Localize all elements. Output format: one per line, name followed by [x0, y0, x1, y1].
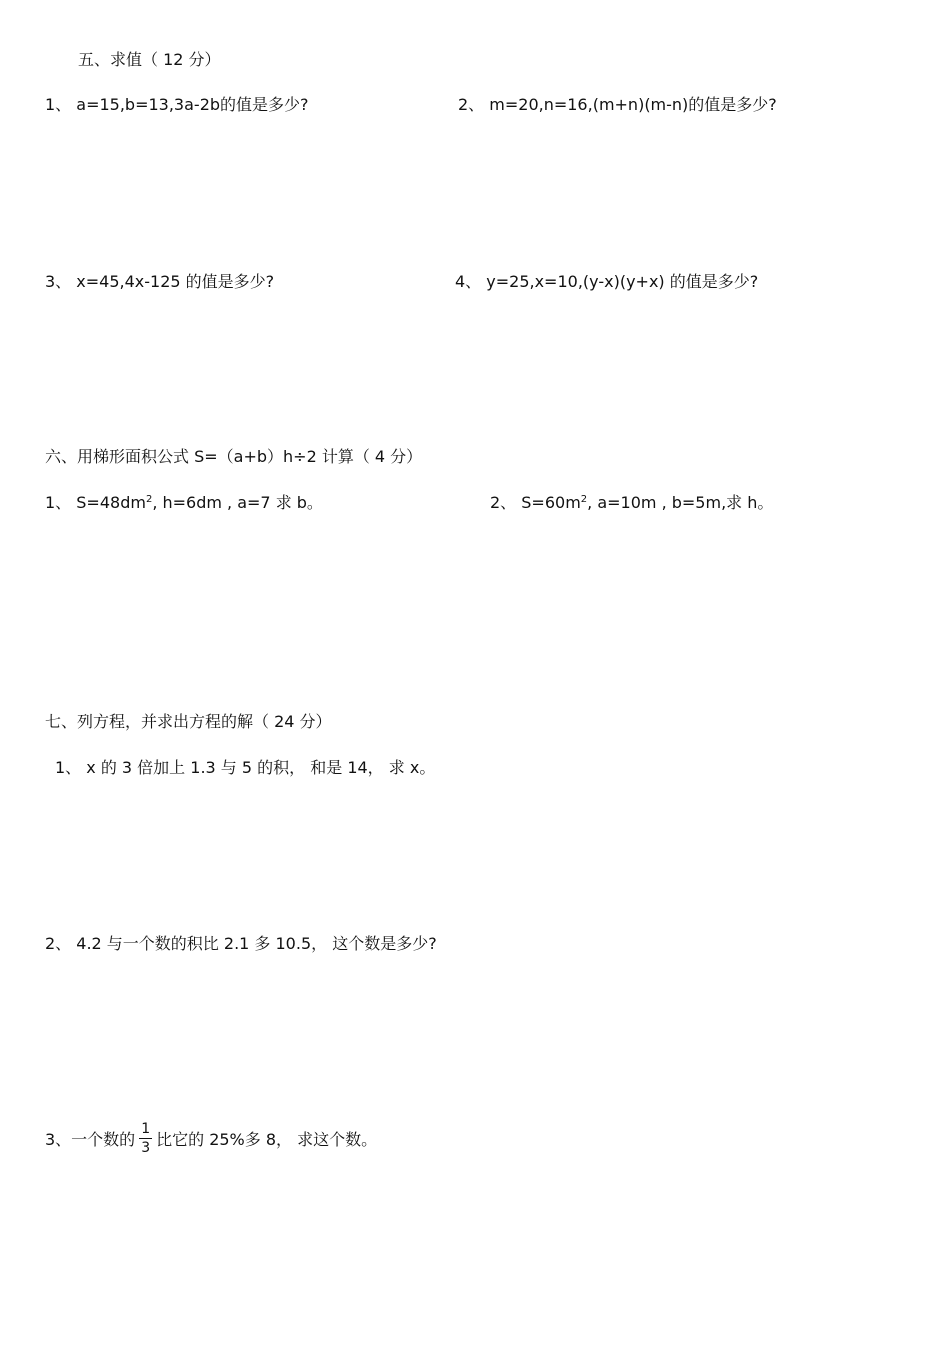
fraction-one-third: [139, 1120, 152, 1157]
section-6-title: 六、用梯形面积公式 S=（a+b）h÷2 计算（ 4 分）: [45, 447, 423, 466]
question-6-2: [490, 493, 773, 513]
question-6-2-exponent: 2: [580, 494, 588, 505]
question-5-1: 1、 a=15,b=13,3a-2b的值是多少?: [45, 95, 309, 114]
fraction-numerator: 1: [141, 1121, 151, 1137]
section-5-title: 五、求值（ 12 分）: [78, 50, 221, 69]
question-7-3: [45, 1122, 377, 1159]
question-6-2-suffix: , a=10m , b=5m,求 h。: [587, 493, 774, 512]
question-7-2: 2、 4.2 与一个数的积比 2.1 多 10.5， 这个数是多少?: [45, 934, 437, 953]
question-5-4: 4、 y=25,x=10,(y-x)(y+x) 的值是多少?: [455, 272, 759, 291]
question-6-2-prefix: 2、 S=60m: [490, 493, 581, 512]
question-7-3-prefix: 3、一个数的: [45, 1130, 136, 1149]
section-7-title: 七、列方程，并求出方程的解（ 24 分）: [45, 712, 332, 731]
question-6-1-prefix: 1、 S=48dm: [45, 493, 146, 512]
question-5-2: 2、 m=20,n=16,(m+n)(m-n)的值是多少?: [458, 95, 777, 114]
question-6-1: [45, 493, 323, 513]
question-7-3-suffix: 比它的 25%多 8， 求这个数。: [156, 1130, 378, 1149]
question-6-1-suffix: , h=6dm , a=7 求 b。: [152, 493, 323, 512]
question-7-1: 1、 x 的 3 倍加上 1.3 与 5 的积， 和是 14， 求 x。: [55, 758, 436, 777]
question-6-1-exponent: 2: [145, 494, 153, 505]
question-5-3: 3、 x=45,4x-125 的值是多少?: [45, 272, 275, 291]
fraction-denominator: 3: [141, 1140, 151, 1156]
